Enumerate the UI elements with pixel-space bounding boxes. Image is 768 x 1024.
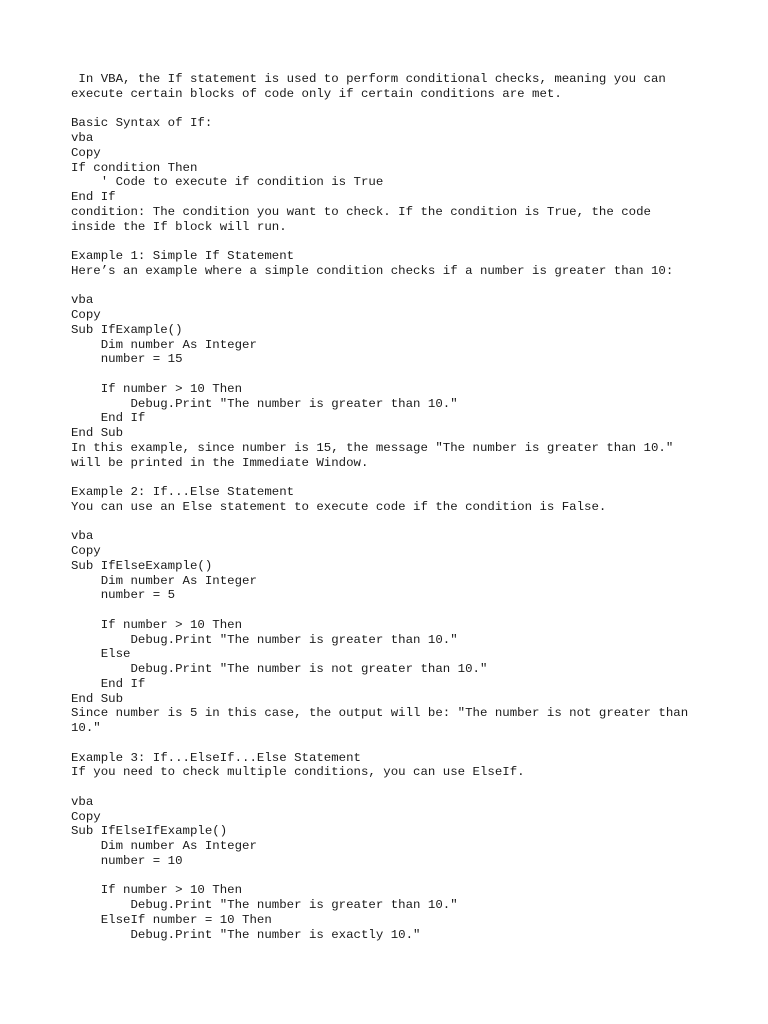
text-line: vba	[71, 794, 94, 809]
blank-line	[71, 603, 751, 618]
text-line: Copy	[71, 308, 101, 322]
text-line: Debug.Print "The number is greater than 10."	[71, 632, 458, 647]
text-line: Dim number As Integer	[71, 573, 257, 588]
text-line: In this example, since number is 15, the message "The number is greater than 10."	[71, 440, 674, 455]
text-line: Debug.Print "The number is greater than 10."	[71, 396, 458, 411]
blank-line	[71, 515, 751, 530]
blank-line	[71, 470, 751, 485]
text-line: End If	[71, 411, 146, 426]
blank-line	[71, 279, 751, 294]
text-line: If you need to check multiple conditions, you can use ElseIf.	[71, 765, 525, 780]
text-line: Debug.Print "The number is greater than 10."	[71, 898, 458, 912]
text-line: number = 15	[71, 352, 183, 367]
text-line: 10."	[71, 721, 101, 735]
text-line: End If	[71, 190, 116, 204]
text-line: Basic Syntax of If:	[71, 116, 213, 131]
blank-line	[71, 780, 751, 795]
text-line: execute certain blocks of code only if certain conditions are met.	[71, 86, 562, 101]
text-line: Sub IfElseExample()	[71, 558, 213, 573]
text-line: Copy	[71, 809, 101, 824]
text-line: ElseIf number = 10 Then	[71, 912, 272, 927]
text-line: If number > 10 Then	[71, 381, 243, 396]
text-line: condition: The condition you want to check. If the condition is True, the code	[71, 204, 651, 219]
text-line: In VBA, the If statement is used to perform conditional checks, meaning you can	[71, 72, 666, 86]
text-line: number = 5	[71, 588, 176, 603]
text-line: inside the If block will run.	[71, 219, 287, 234]
text-line: number = 10	[71, 853, 183, 868]
text-line: Copy	[71, 544, 101, 558]
text-line: End If	[71, 676, 146, 691]
text-line: Example 1: Simple If Statement	[71, 249, 295, 263]
text-line: vba	[71, 293, 94, 308]
blank-line	[71, 367, 751, 382]
blank-line	[71, 102, 751, 117]
blank-line	[71, 869, 751, 884]
blank-line	[71, 234, 751, 249]
text-line: Since number is 5 in this case, the output will be: "The number is not greater than	[71, 706, 689, 721]
text-line: If condition Then	[71, 160, 198, 175]
text-line: If number > 10 Then	[71, 617, 243, 632]
text-line: Sub IfExample()	[71, 322, 183, 337]
text-line: Sub IfElseIfExample()	[71, 824, 228, 839]
text-line: ' Code to execute if condition is True	[71, 175, 384, 190]
text-line: Example 2: If...Else Statement	[71, 485, 295, 499]
text-line: vba	[71, 131, 94, 145]
text-line: If number > 10 Then	[71, 883, 243, 898]
text-line: End Sub	[71, 426, 124, 440]
text-line: vba	[71, 529, 94, 544]
text-line: Here’s an example where a simple condition checks if a number is greater than 10:	[71, 263, 674, 278]
document-page	[71, 72, 751, 942]
blank-line	[71, 736, 751, 751]
text-line: Example 3: If...ElseIf...Else Statement	[71, 750, 361, 765]
text-line: You can use an Else statement to execute code if the condition is False.	[71, 499, 607, 514]
text-line: will be printed in the Immediate Window.	[71, 455, 369, 470]
text-line: Else	[71, 647, 131, 662]
text-line: Debug.Print "The number is exactly 10."	[71, 927, 421, 942]
text-line: Dim number As Integer	[71, 839, 257, 853]
text-line: Dim number As Integer	[71, 337, 257, 352]
text-line: Debug.Print "The number is not greater than 10."	[71, 662, 488, 676]
text-line: Copy	[71, 145, 101, 160]
text-line: End Sub	[71, 691, 124, 706]
